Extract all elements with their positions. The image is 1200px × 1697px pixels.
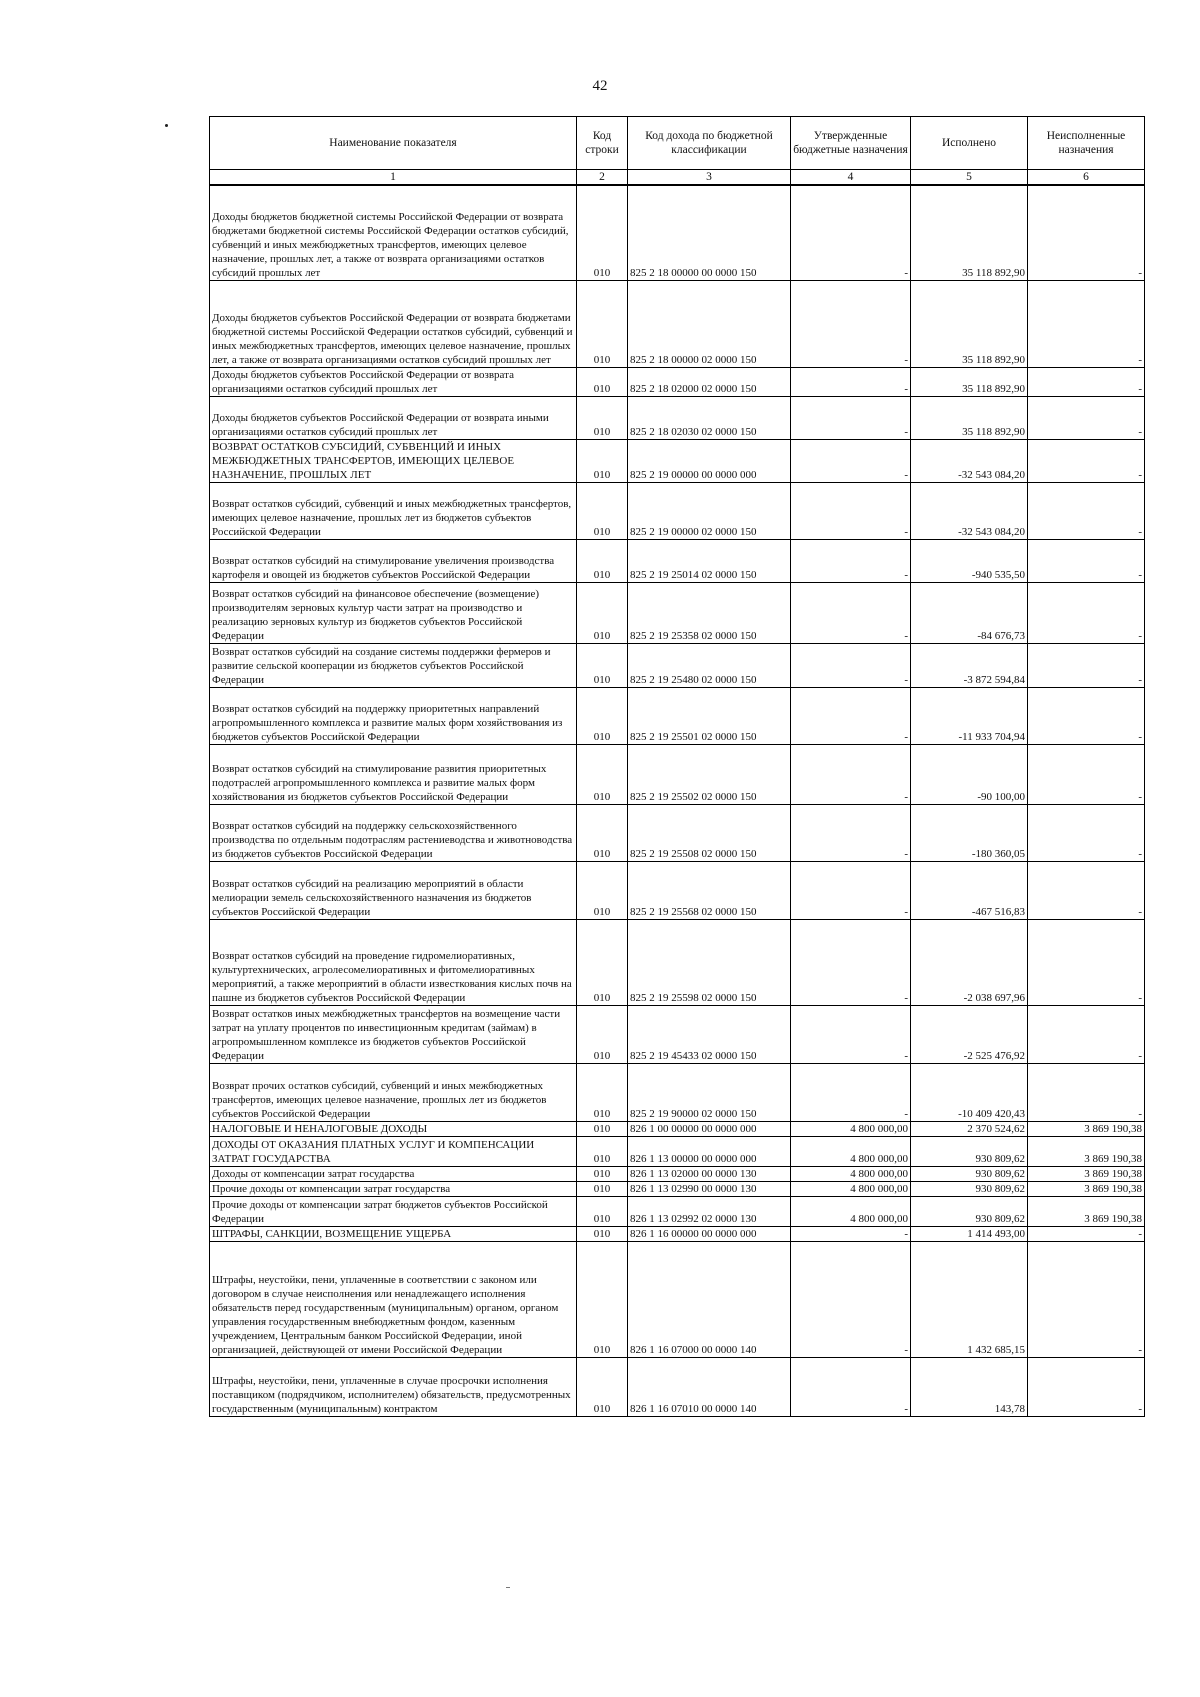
approved-cell: - — [791, 482, 911, 539]
executed-cell: -2 038 697,96 — [911, 919, 1028, 1005]
line-code-cell: 010 — [577, 185, 628, 280]
indicator-name-cell: Возврат остатков субсидий на поддержку приоритетных направлений агропромышленного комплекса и развитие малых форм хозяйствования из бюджетов субъектов Российской Федерации — [210, 687, 577, 744]
executed-cell: 35 118 892,90 — [911, 280, 1028, 367]
unexecuted-cell: - — [1028, 919, 1145, 1005]
header-revenue-code: Код дохода по бюджетной классификации — [628, 117, 791, 170]
header-approved: Утвержденные бюджетные назначения — [791, 117, 911, 170]
approved-cell: - — [791, 1357, 911, 1416]
line-code-cell: 010 — [577, 482, 628, 539]
line-code-cell: 010 — [577, 643, 628, 687]
executed-cell: 930 809,62 — [911, 1181, 1028, 1196]
indicator-name-cell: Доходы бюджетов субъектов Российской Федерации от возврата иными организациями остатков субсидий прошлых лет — [210, 396, 577, 439]
line-code-cell: 010 — [577, 919, 628, 1005]
header-executed: Исполнено — [911, 117, 1028, 170]
line-code-cell: 010 — [577, 582, 628, 643]
unexecuted-cell: 3 869 190,38 — [1028, 1136, 1145, 1166]
column-number: 1 — [210, 170, 577, 186]
approved-cell: - — [791, 1005, 911, 1063]
revenue-code-cell: 826 1 00 00000 00 0000 000 — [628, 1121, 791, 1136]
executed-cell: 1 432 685,15 — [911, 1241, 1028, 1357]
table-row — [210, 1136, 1145, 1166]
executed-cell: 930 809,62 — [911, 1166, 1028, 1181]
table-row — [210, 439, 1145, 482]
indicator-name-cell: Возврат прочих остатков субсидий, субвенций и иных межбюджетных трансфертов, имеющих целевое назначение, прошлых лет из бюджетов субъектов Российской Федерации — [210, 1063, 577, 1121]
line-code-cell: 010 — [577, 1136, 628, 1166]
unexecuted-cell: - — [1028, 744, 1145, 804]
unexecuted-cell: - — [1028, 643, 1145, 687]
revenue-code-cell: 826 1 13 00000 00 0000 000 — [628, 1136, 791, 1166]
approved-cell: - — [791, 687, 911, 744]
executed-cell: -32 543 084,20 — [911, 482, 1028, 539]
line-code-cell: 010 — [577, 1166, 628, 1181]
approved-cell: - — [791, 396, 911, 439]
revenue-code-cell: 826 1 16 07000 00 0000 140 — [628, 1241, 791, 1357]
approved-cell: - — [791, 439, 911, 482]
column-number: 3 — [628, 170, 791, 186]
table-row — [210, 1121, 1145, 1136]
indicator-name-cell: Возврат остатков субсидий на поддержку сельскохозяйственного производства по отдельным подотраслям растениеводства и животноводства из бюджетов субъектов Российской Федерации — [210, 804, 577, 861]
unexecuted-cell: - — [1028, 439, 1145, 482]
table-row — [210, 1241, 1145, 1357]
revenue-code-cell: 825 2 19 25014 02 0000 150 — [628, 539, 791, 582]
line-code-cell: 010 — [577, 1241, 628, 1357]
line-code-cell: 010 — [577, 1357, 628, 1416]
approved-cell: - — [791, 539, 911, 582]
table-row — [210, 744, 1145, 804]
approved-cell: - — [791, 744, 911, 804]
unexecuted-cell: 3 869 190,38 — [1028, 1196, 1145, 1226]
indicator-name-cell: Доходы бюджетов субъектов Российской Федерации от возврата организациями остатков субсидий прошлых лет — [210, 367, 577, 396]
line-code-cell: 010 — [577, 1181, 628, 1196]
indicator-name-cell: НАЛОГОВЫЕ И НЕНАЛОГОВЫЕ ДОХОДЫ — [210, 1121, 577, 1136]
unexecuted-cell: - — [1028, 1005, 1145, 1063]
unexecuted-cell: - — [1028, 1063, 1145, 1121]
indicator-name-cell: Возврат остатков субсидий, субвенций и иных межбюджетных трансфертов, имеющих целевое назначение, прошлых лет из бюджетов субъектов Российской Федерации — [210, 482, 577, 539]
executed-cell: 143,78 — [911, 1357, 1028, 1416]
indicator-name-cell: Возврат остатков субсидий на реализацию мероприятий в области мелиорации земель сельскохозяйственного назначения из бюджетов субъектов Российской Федерации — [210, 861, 577, 919]
line-code-cell: 010 — [577, 744, 628, 804]
indicator-name-cell: Штрафы, неустойки, пени, уплаченные в соответствии с законом или договором в случае неисполнения или ненадлежащего исполнения обязательств перед государственным (муниципальным) органом, органом управления государственным внебюджетным фондом, казенным учреждением, Центральным банком Российской Федерации, иной организацией, действующей от имени Российской Федерации — [210, 1241, 577, 1357]
revenue-code-cell: 825 2 19 25501 02 0000 150 — [628, 687, 791, 744]
unexecuted-cell: - — [1028, 582, 1145, 643]
table-row — [210, 1196, 1145, 1226]
approved-cell: - — [791, 804, 911, 861]
executed-cell: -180 360,05 — [911, 804, 1028, 861]
indicator-name-cell: ШТРАФЫ, САНКЦИИ, ВОЗМЕЩЕНИЕ УЩЕРБА — [210, 1226, 577, 1241]
revenue-code-cell: 826 1 16 00000 00 0000 000 — [628, 1226, 791, 1241]
indicator-name-cell: ВОЗВРАТ ОСТАТКОВ СУБСИДИЙ, СУБВЕНЦИЙ И ИНЫХ МЕЖБЮДЖЕТНЫХ ТРАНСФЕРТОВ, ИМЕЮЩИХ ЦЕЛЕВОЕ НАЗНАЧЕНИЕ, ПРОШЛЫХ ЛЕТ — [210, 439, 577, 482]
table-row — [210, 643, 1145, 687]
indicator-name-cell: Прочие доходы от компенсации затрат бюджетов субъектов Российской Федерации — [210, 1196, 577, 1226]
revenue-code-cell: 825 2 19 00000 02 0000 150 — [628, 482, 791, 539]
executed-cell: -2 525 476,92 — [911, 1005, 1028, 1063]
revenue-code-cell: 826 1 13 02992 02 0000 130 — [628, 1196, 791, 1226]
line-code-cell: 010 — [577, 439, 628, 482]
line-code-cell: 010 — [577, 804, 628, 861]
indicator-name-cell: ДОХОДЫ ОТ ОКАЗАНИЯ ПЛАТНЫХ УСЛУГ И КОМПЕНСАЦИИ ЗАТРАТ ГОСУДАРСТВА — [210, 1136, 577, 1166]
approved-cell: - — [791, 367, 911, 396]
executed-cell: 930 809,62 — [911, 1196, 1028, 1226]
scan-dot — [165, 124, 168, 127]
executed-cell: -467 516,83 — [911, 861, 1028, 919]
revenue-code-cell: 825 2 18 00000 00 0000 150 — [628, 185, 791, 280]
executed-cell: -32 543 084,20 — [911, 439, 1028, 482]
approved-cell: - — [791, 1226, 911, 1241]
approved-cell: 4 800 000,00 — [791, 1121, 911, 1136]
table-row — [210, 396, 1145, 439]
header-indicator-name: Наименование показателя — [210, 117, 577, 170]
table-row — [210, 185, 1145, 280]
header-line-code: Код строки — [577, 117, 628, 170]
approved-cell: - — [791, 1063, 911, 1121]
table-row — [210, 1226, 1145, 1241]
table-row — [210, 919, 1145, 1005]
table-row — [210, 482, 1145, 539]
line-code-cell: 010 — [577, 1196, 628, 1226]
line-code-cell: 010 — [577, 687, 628, 744]
unexecuted-cell: - — [1028, 396, 1145, 439]
revenue-code-cell: 825 2 19 25598 02 0000 150 — [628, 919, 791, 1005]
revenue-code-cell: 825 2 18 00000 02 0000 150 — [628, 280, 791, 367]
revenue-code-cell: 826 1 16 07010 00 0000 140 — [628, 1357, 791, 1416]
unexecuted-cell: - — [1028, 687, 1145, 744]
page-number: 42 — [592, 78, 608, 94]
executed-cell: 35 118 892,90 — [911, 367, 1028, 396]
line-code-cell: 010 — [577, 396, 628, 439]
column-number: 6 — [1028, 170, 1145, 186]
table-row — [210, 804, 1145, 861]
indicator-name-cell: Прочие доходы от компенсации затрат государства — [210, 1181, 577, 1196]
executed-cell: -10 409 420,43 — [911, 1063, 1028, 1121]
indicator-name-cell: Доходы бюджетов бюджетной системы Российской Федерации от возврата бюджетами бюджетной системы Российской Федерации остатков субсидий, субвенций и иных межбюджетных трансфертов, имеющих целевое назначение, прошлых лет, а также от возврата организациями остатков субсидий прошлых лет — [210, 185, 577, 280]
table-row — [210, 367, 1145, 396]
table-row — [210, 1357, 1145, 1416]
executed-cell: -3 872 594,84 — [911, 643, 1028, 687]
indicator-name-cell: Возврат остатков иных межбюджетных трансфертов на возмещение части затрат на уплату процентов по инвестиционным кредитам (займам) в агропромышленном комплексе из бюджетов субъектов Российской Федерации — [210, 1005, 577, 1063]
executed-cell: -940 535,50 — [911, 539, 1028, 582]
revenue-code-cell: 825 2 19 25508 02 0000 150 — [628, 804, 791, 861]
revenue-code-cell: 825 2 19 25480 02 0000 150 — [628, 643, 791, 687]
unexecuted-cell: - — [1028, 280, 1145, 367]
approved-cell: - — [791, 185, 911, 280]
column-number: 5 — [911, 170, 1028, 186]
unexecuted-cell: - — [1028, 367, 1145, 396]
line-code-cell: 010 — [577, 1005, 628, 1063]
revenue-code-cell: 825 2 19 25568 02 0000 150 — [628, 861, 791, 919]
unexecuted-cell: - — [1028, 539, 1145, 582]
indicator-name-cell: Возврат остатков субсидий на создание системы поддержки фермеров и развитие сельской кооперации из бюджетов субъектов Российской Федерации — [210, 643, 577, 687]
table-row — [210, 1005, 1145, 1063]
executed-cell: 930 809,62 — [911, 1136, 1028, 1166]
executed-cell: 2 370 524,62 — [911, 1121, 1028, 1136]
revenue-report-table — [209, 116, 1145, 1417]
indicator-name-cell: Доходы бюджетов субъектов Российской Федерации от возврата бюджетами бюджетной системы Российской Федерации остатков субсидий, субвенций и иных межбюджетных трансфертов, имеющих целевое назначение, прошлых лет, а также от возврата организациями остатков субсидий прошлых лет — [210, 280, 577, 367]
indicator-name-cell: Возврат остатков субсидий на стимулирование увеличения производства картофеля и овощей из бюджетов субъектов Российской Федерации — [210, 539, 577, 582]
header-row — [210, 117, 1145, 170]
line-code-cell: 010 — [577, 1121, 628, 1136]
approved-cell: - — [791, 919, 911, 1005]
unexecuted-cell: - — [1028, 804, 1145, 861]
approved-cell: 4 800 000,00 — [791, 1196, 911, 1226]
indicator-name-cell: Доходы от компенсации затрат государства — [210, 1166, 577, 1181]
unexecuted-cell: - — [1028, 1226, 1145, 1241]
indicator-name-cell: Штрафы, неустойки, пени, уплаченные в случае просрочки исполнения поставщиком (подрядчиком, исполнителем) обязательств, предусмотренных государственным (муниципальным) контрактом — [210, 1357, 577, 1416]
unexecuted-cell: 3 869 190,38 — [1028, 1181, 1145, 1196]
report-body — [210, 185, 1145, 1416]
unexecuted-cell: 3 869 190,38 — [1028, 1166, 1145, 1181]
indicator-name-cell: Возврат остатков субсидий на стимулирование развития приоритетных подотраслей агропромышленного комплекса и развитие малых форм хозяйствования из бюджетов субъектов Российской Федерации — [210, 744, 577, 804]
revenue-code-cell: 825 2 18 02000 02 0000 150 — [628, 367, 791, 396]
approved-cell: - — [791, 643, 911, 687]
unexecuted-cell: - — [1028, 1241, 1145, 1357]
revenue-code-cell: 825 2 19 25502 02 0000 150 — [628, 744, 791, 804]
revenue-code-cell: 825 2 19 00000 00 0000 000 — [628, 439, 791, 482]
table-row — [210, 539, 1145, 582]
approved-cell: - — [791, 1241, 911, 1357]
unexecuted-cell: - — [1028, 861, 1145, 919]
unexecuted-cell: - — [1028, 1357, 1145, 1416]
revenue-code-cell: 825 2 19 45433 02 0000 150 — [628, 1005, 791, 1063]
unexecuted-cell: 3 869 190,38 — [1028, 1121, 1145, 1136]
approved-cell: 4 800 000,00 — [791, 1136, 911, 1166]
approved-cell: - — [791, 280, 911, 367]
header-unexecuted: Неисполненные назначения — [1028, 117, 1145, 170]
column-number: 4 — [791, 170, 911, 186]
line-code-cell: 010 — [577, 367, 628, 396]
approved-cell: - — [791, 582, 911, 643]
unexecuted-cell: - — [1028, 482, 1145, 539]
line-code-cell: 010 — [577, 861, 628, 919]
table-row — [210, 1063, 1145, 1121]
scan-speck — [506, 1587, 510, 1588]
executed-cell: 35 118 892,90 — [911, 185, 1028, 280]
approved-cell: - — [791, 861, 911, 919]
table-row — [210, 861, 1145, 919]
line-code-cell: 010 — [577, 1226, 628, 1241]
unexecuted-cell: - — [1028, 185, 1145, 280]
line-code-cell: 010 — [577, 280, 628, 367]
table-row — [210, 280, 1145, 367]
column-number: 2 — [577, 170, 628, 186]
revenue-code-cell: 825 2 19 90000 02 0000 150 — [628, 1063, 791, 1121]
executed-cell: -11 933 704,94 — [911, 687, 1028, 744]
revenue-code-cell: 826 1 13 02990 00 0000 130 — [628, 1181, 791, 1196]
executed-cell: 35 118 892,90 — [911, 396, 1028, 439]
executed-cell: -84 676,73 — [911, 582, 1028, 643]
executed-cell: -90 100,00 — [911, 744, 1028, 804]
approved-cell: 4 800 000,00 — [791, 1181, 911, 1196]
revenue-code-cell: 825 2 18 02030 02 0000 150 — [628, 396, 791, 439]
line-code-cell: 010 — [577, 539, 628, 582]
table-row — [210, 687, 1145, 744]
line-code-cell: 010 — [577, 1063, 628, 1121]
revenue-code-cell: 825 2 19 25358 02 0000 150 — [628, 582, 791, 643]
executed-cell: 1 414 493,00 — [911, 1226, 1028, 1241]
table-row — [210, 1181, 1145, 1196]
table-row — [210, 1166, 1145, 1181]
indicator-name-cell: Возврат остатков субсидий на финансовое обеспечение (возмещение) производителям зерновых культур части затрат на производство и реализацию зерновых культур из бюджетов субъектов Российской Федерации — [210, 582, 577, 643]
indicator-name-cell: Возврат остатков субсидий на проведение гидромелиоративных, культуртехнических, агролесомелиоративных и фитомелиоративных мероприятий, а также мероприятий в области известкования кислых почв на пашне из бюджетов субъектов Российской Федерации — [210, 919, 577, 1005]
table-row — [210, 582, 1145, 643]
approved-cell: 4 800 000,00 — [791, 1166, 911, 1181]
column-number-row — [210, 170, 1145, 186]
revenue-code-cell: 826 1 13 02000 00 0000 130 — [628, 1166, 791, 1181]
